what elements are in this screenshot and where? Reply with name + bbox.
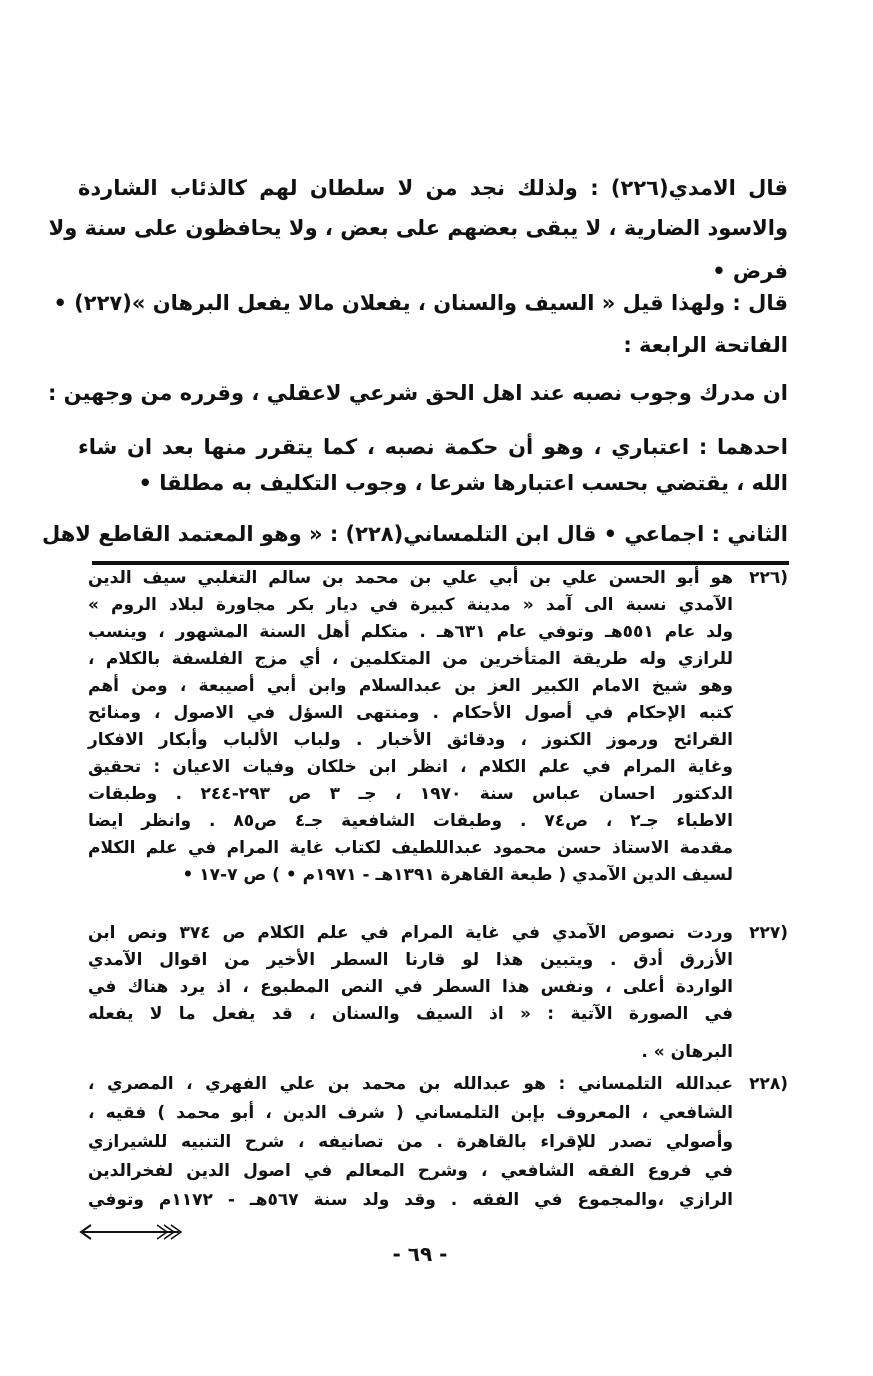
body-line-9: الثاني : اجماعي • قال ابن التلمساني(٢٢٨) : « وهو المعتمد القاطع لاهل [42, 522, 788, 546]
footnote-line: وغاية المرام في علم الكلام ، انظر ابن خلكان وفيات الاعيان : تحقيق [88, 757, 733, 777]
footnote-line: ولد عام ٥٥١هـ وتوفي عام ٦٣١هـ . متكلم أهل السنة المشهور ، وينسب [88, 622, 734, 642]
footnote-line: لسيف الدين الآمدي ( طبعة القاهرة ١٣٩١هـ - ١٩٧١م • ) ص ٧-١٧ • [182, 865, 733, 885]
footnote-line: الشافعي ، المعروف بإبن التلمساني ( شرف الدين ، أبو محمد ) فقيه ، [88, 1103, 733, 1123]
footnote-divider [92, 561, 789, 565]
body-line-8: الله ، يقتضي بحسب اعتبارها شرعا ، وجوب التكليف به مطلقا • [138, 471, 788, 495]
footnote-line: وأصولي تصدر للإقراء بالقاهرة . من تصانيفه ، شرح التنبيه للشيرازي [88, 1132, 733, 1152]
body-line-1: قال الامدي(٢٢٦) : ولذلك نجد من لا سلطان لهم كالذئاب الشاردة [78, 176, 788, 200]
body-line-6: ان مدرك وجوب نصبه عند اهل الحق شرعي لاعقلي ، وقرره من وجهين : [47, 381, 788, 405]
footnote-line: وردت نصوص الآمدي في غاية المرام في علم الكلام ص ٣٧٤ ونص ابن [88, 923, 733, 943]
footnote-number: (٢٢٦ [749, 568, 788, 588]
footnote-line: القرائح ورموز الكنوز ، ودقائق الأخبار . ولباب الألباب وأبكار الافكار [88, 730, 733, 750]
body-line-7: احدهما : اعتباري ، وهو أن حكمة نصبه ، كما يتقرر منها بعد ان شاء [78, 435, 788, 459]
page-number: - ٦٩ - [392, 1242, 448, 1266]
footnote-line: عبدالله التلمساني : هو عبدالله بن محمد بن علي الفهري ، المصري ، [88, 1074, 733, 1094]
footnote-line: الأزرق أدق . ويتبين هذا لو قارنا السطر الأخير من اقوال الآمدي [88, 950, 733, 970]
footnote-line: هو أبو الحسن علي بن أبي علي بن محمد بن سالم التغلبي سيف الدين [88, 568, 733, 588]
footnote-line: الآمدي نسبة الى آمد « مدينة كبيرة في ديار بكر مجاورة لبلاد الروم » [88, 595, 733, 615]
footnote-line: في الصورة الآتية : « اذ السيف والسنان ، قد يفعل ما لا يفعله [88, 1004, 733, 1024]
footnote-line: الرازي ،والمجموع في الفقه . وقد ولد سنة ٥٦٧هـ - ١١٧٢م وتوفي [88, 1190, 733, 1210]
body-line-2: والاسود الضارية ، لا يبقى بعضهم على بعض ، ولا يحافظون على سنة ولا [48, 216, 788, 240]
footnote-line: الواردة أعلى ، ونفس هذا السطر في النص المطبوع ، اذ يرد هناك في [88, 977, 733, 997]
footnote-line: في فروع الفقه الشافعي ، وشرح المعالم في اصول الدين لفخرالدين [88, 1161, 733, 1181]
footnote-line: وهو شيخ الامام الكبير العز بن عبدالسلام وابن أبي أصيبعة ، ومن أهم [88, 676, 733, 696]
body-line-4: قال : ولهذا قيل « السيف والسنان ، يفعلان مالا يفعل البرهان »(٢٢٧) • [53, 291, 788, 315]
footnote-number: (٢٢٧ [749, 923, 788, 943]
continuation-arrow-icon [75, 1222, 185, 1242]
section-heading: الفاتحة الرابعة : [623, 333, 788, 357]
footnote-number: (٢٢٨ [749, 1074, 788, 1094]
footnote-line: الاطباء جـ٢ ، ص٧٤ . وطبقات الشافعية جـ٤ ص٨٥ . وانظر ايضا [88, 811, 733, 831]
footnote-line: كتبه الإحكام في أصول الأحكام . ومنتهى السؤل في الاصول ، ومنائح [88, 703, 733, 723]
footnote-line: الدكتور احسان عباس سنة ١٩٧٠ ، جـ ٣ ص ٢٩٣-٢٤٤ . وطبقات [88, 784, 733, 804]
footnote-line: البرهان » . [641, 1042, 733, 1062]
footnote-line: مقدمة الاستاذ حسن محمود عبداللطيف لكتاب غاية المرام في علم الكلام [88, 838, 733, 858]
footnote-line: للرازي وله طريقة المتأخرين من المتكلمين ، أي مزج الفلسفة بالكلام ، [88, 649, 733, 669]
body-line-3: فرض • [712, 259, 788, 283]
